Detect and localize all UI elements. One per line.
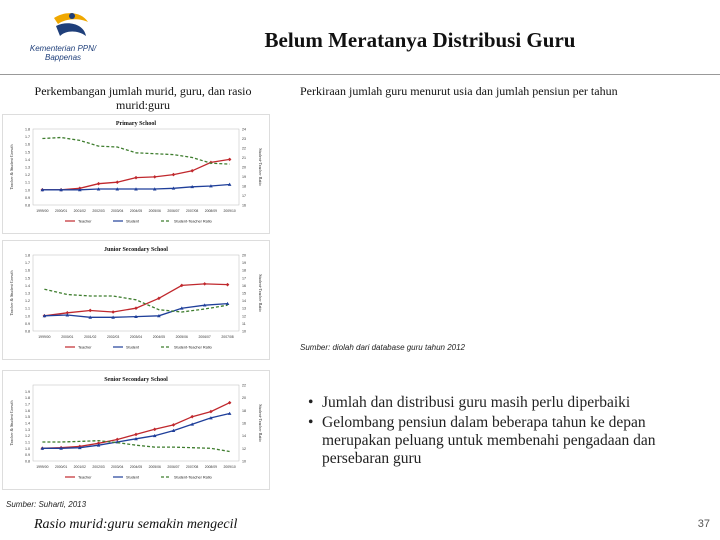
- logo-text: Kementerian PPN/ Bappenas: [29, 44, 97, 62]
- title-divider: [0, 74, 720, 75]
- y-tick-label: 1.9: [25, 389, 30, 394]
- x-tick-label: 2001/02: [73, 209, 86, 213]
- y-tick-label: 1.7: [25, 261, 30, 266]
- left-source-note: Sumber: Suharti, 2013: [6, 500, 87, 509]
- y2-tick-label: 12: [242, 314, 246, 319]
- x-tick-label: 2002/03: [106, 335, 120, 339]
- series-line-teacher: [42, 159, 229, 189]
- y-tick-label: 0.8: [25, 329, 30, 334]
- x-tick-label: 2008/09: [204, 209, 218, 213]
- y2-tick-label: 16: [242, 203, 246, 208]
- y-tick-label: 1.6: [25, 142, 30, 147]
- page-title: Belum Meratanya Distribusi Guru: [264, 28, 576, 52]
- x-tick-label: 2005/06: [148, 465, 161, 469]
- junior-secondary-chart: [3, 241, 269, 359]
- chart-title: Primary School: [115, 121, 157, 127]
- bullet-item: [306, 394, 706, 412]
- y-tick-label: 1.0: [25, 446, 30, 451]
- data-point: [111, 310, 115, 314]
- logo-blue-swoosh: [56, 23, 86, 36]
- data-point: [172, 173, 176, 177]
- y-tick-label: 1.2: [25, 173, 30, 178]
- x-tick-label: 2001/02: [84, 335, 97, 339]
- y2-tick-label: 22: [242, 146, 246, 151]
- legend-label: Teacher: [78, 475, 92, 480]
- y-tick-label: 1.3: [25, 165, 30, 170]
- y2-axis-label: Student-Teacher Ratio: [258, 274, 263, 312]
- legend-label: Teacher: [78, 219, 92, 224]
- page-number: 37: [697, 518, 710, 530]
- legend-label: Student: [126, 475, 140, 480]
- bullet-text: Gelombang pensiun dalam beberapa tahun ke depan merupakan peluang untuk membenahi pengadaan dan persebaran guru: [322, 414, 656, 467]
- data-point: [97, 182, 101, 186]
- y2-tick-label: 10: [242, 329, 246, 334]
- plot-area: [33, 255, 239, 331]
- y2-tick-label: 20: [242, 396, 246, 401]
- y-tick-label: 1.5: [25, 276, 30, 281]
- y-tick-label: 1.6: [25, 268, 30, 273]
- series-line-student: [42, 414, 229, 449]
- legend-label: Student-Teacher Ratio: [174, 345, 212, 350]
- x-tick-label: 2003/04: [111, 465, 124, 469]
- y2-tick-label: 12: [242, 446, 246, 451]
- y-tick-label: 1.4: [25, 157, 30, 162]
- plot-area: [33, 129, 239, 205]
- y2-tick-label: 18: [242, 408, 246, 413]
- legend-label: Student: [126, 345, 140, 350]
- x-tick-label: 2007/08: [186, 465, 199, 469]
- x-tick-label: 2000/01: [54, 209, 68, 213]
- x-tick-label: 2004/05: [129, 209, 143, 213]
- y2-tick-label: 16: [242, 421, 246, 426]
- y-tick-label: 1.0: [25, 188, 30, 193]
- right-section-heading: Perkiraan jumlah guru menurut usia dan jumlah pensiun per tahun: [300, 84, 618, 98]
- y2-tick-label: 19: [242, 261, 246, 266]
- y-axis-label: Teacher & Student Growth: [9, 400, 14, 446]
- y-axis-label: Teacher & Student Growth: [9, 270, 14, 316]
- data-point: [172, 423, 176, 427]
- bullet-text: Jumlah dan distribusi guru masih perlu diperbaiki: [322, 394, 631, 411]
- y-tick-label: 0.9: [25, 321, 30, 326]
- data-point: [88, 309, 92, 313]
- y2-tick-label: 14: [242, 434, 246, 439]
- x-tick-label: 2002/03: [92, 209, 105, 213]
- primary-school-chart-panel: [2, 114, 270, 234]
- y-tick-label: 1.1: [25, 306, 30, 311]
- x-tick-label: 2004/05: [129, 465, 143, 469]
- y-tick-label: 1.2: [25, 299, 30, 304]
- y-tick-label: 1.7: [25, 135, 30, 140]
- x-tick-label: 2006/07: [198, 335, 211, 339]
- x-tick-label: 2009/10: [223, 465, 236, 469]
- y-tick-label: 0.8: [25, 459, 30, 464]
- y2-tick-label: 15: [242, 291, 246, 296]
- x-tick-label: 2003/04: [111, 209, 124, 213]
- y2-tick-label: 13: [242, 306, 246, 311]
- y-tick-label: 1.5: [25, 415, 30, 420]
- y-axis-label: Teacher & Student Growth: [9, 144, 14, 190]
- y-tick-label: 0.9: [25, 453, 30, 458]
- y-tick-label: 1.4: [25, 283, 30, 288]
- y2-axis-label: Student-Teacher Ratio: [258, 148, 263, 186]
- y-tick-label: 1.8: [25, 127, 30, 132]
- bullet-item: [306, 414, 706, 468]
- x-tick-label: 2001/02: [73, 465, 86, 469]
- x-tick-label: 2003/04: [129, 335, 143, 339]
- x-tick-label: 1999/00: [38, 335, 51, 339]
- x-tick-label: 2005/06: [148, 209, 161, 213]
- bullet-dot-icon: •: [308, 414, 314, 431]
- bullet-dot-icon: •: [308, 394, 314, 411]
- x-tick-label: 2005/06: [175, 335, 188, 339]
- data-point: [228, 158, 232, 162]
- x-tick-label: 2006/07: [167, 465, 180, 469]
- y2-tick-label: 22: [242, 383, 246, 388]
- left-caption: Rasio murid:guru semakin mengecil: [34, 517, 238, 532]
- y-tick-label: 1.8: [25, 253, 30, 258]
- primary-school-chart: [3, 115, 269, 233]
- y2-tick-label: 14: [242, 299, 246, 304]
- y2-tick-label: 11: [242, 321, 246, 326]
- y-tick-label: 1.1: [25, 180, 30, 185]
- x-tick-label: 2009/10: [223, 209, 236, 213]
- legend-label: Student-Teacher Ratio: [174, 219, 212, 224]
- y-tick-label: 1.5: [25, 150, 30, 155]
- y-tick-label: 1.3: [25, 291, 30, 296]
- y-tick-label: 1.0: [25, 314, 30, 319]
- y-tick-label: 0.8: [25, 203, 30, 208]
- y2-tick-label: 18: [242, 184, 246, 189]
- bappenas-logo: [18, 6, 128, 72]
- legend-label: Student-Teacher Ratio: [174, 475, 212, 480]
- y2-tick-label: 18: [242, 268, 246, 273]
- data-point: [134, 306, 138, 310]
- bullet-list: [306, 394, 706, 470]
- y-tick-label: 1.4: [25, 421, 30, 426]
- x-tick-label: 2002/03: [92, 465, 105, 469]
- data-point: [153, 428, 157, 432]
- data-point: [153, 175, 157, 179]
- data-point: [134, 176, 138, 180]
- chart-title: Junior Secondary School: [104, 247, 168, 253]
- y2-tick-label: 20: [242, 253, 246, 258]
- y-tick-label: 0.9: [25, 195, 30, 200]
- x-tick-label: 2000/01: [54, 465, 68, 469]
- y2-tick-label: 10: [242, 459, 246, 464]
- y-tick-label: 1.2: [25, 434, 30, 439]
- senior-secondary-chart: [3, 371, 269, 489]
- senior-secondary-chart-panel: [2, 370, 270, 490]
- y-tick-label: 1.7: [25, 402, 30, 407]
- logo-dot: [69, 13, 75, 19]
- y2-tick-label: 23: [242, 137, 246, 141]
- series-line-teacher: [42, 403, 229, 449]
- legend-label: Student: [126, 219, 140, 224]
- x-tick-label: 2008/09: [204, 465, 218, 469]
- y2-tick-label: 24: [242, 127, 246, 132]
- x-tick-label: 2007/08: [221, 335, 234, 339]
- series-line-student-teacher-ratio: [42, 138, 229, 165]
- y-tick-label: 1.3: [25, 427, 30, 432]
- y2-tick-label: 19: [242, 175, 246, 179]
- x-tick-label: 2006/07: [167, 209, 180, 213]
- y2-tick-label: 21: [242, 156, 246, 160]
- series-line-student-teacher-ratio: [42, 441, 229, 452]
- right-source-note: Sumber: diolah dari database guru tahun 2012: [300, 343, 466, 352]
- y2-tick-label: 16: [242, 283, 246, 288]
- x-tick-label: 2000/01: [61, 335, 74, 339]
- data-point: [226, 283, 230, 287]
- y2-tick-label: 17: [242, 194, 246, 198]
- left-section-heading: Perkembangan jumlah murid, guru, dan rasio murid:guru: [34, 84, 252, 112]
- data-point: [203, 282, 207, 286]
- legend-label: Teacher: [78, 345, 92, 350]
- x-tick-label: 2004/05: [152, 335, 166, 339]
- y-tick-label: 1.1: [25, 440, 30, 445]
- y2-axis-label: Student-Teacher Ratio: [258, 404, 263, 442]
- x-tick-label: 1999/00: [36, 209, 49, 213]
- chart-title: Senior Secondary School: [104, 377, 168, 383]
- junior-secondary-chart-panel: [2, 240, 270, 360]
- data-point: [115, 180, 119, 184]
- data-point: [134, 433, 138, 437]
- plot-area: [33, 385, 239, 461]
- y2-tick-label: 20: [242, 165, 246, 170]
- y2-tick-label: 17: [242, 276, 246, 281]
- y-tick-label: 1.6: [25, 408, 30, 413]
- y-tick-label: 1.8: [25, 396, 30, 401]
- x-tick-label: 2007/08: [186, 209, 199, 213]
- x-tick-label: 1999/00: [36, 465, 49, 469]
